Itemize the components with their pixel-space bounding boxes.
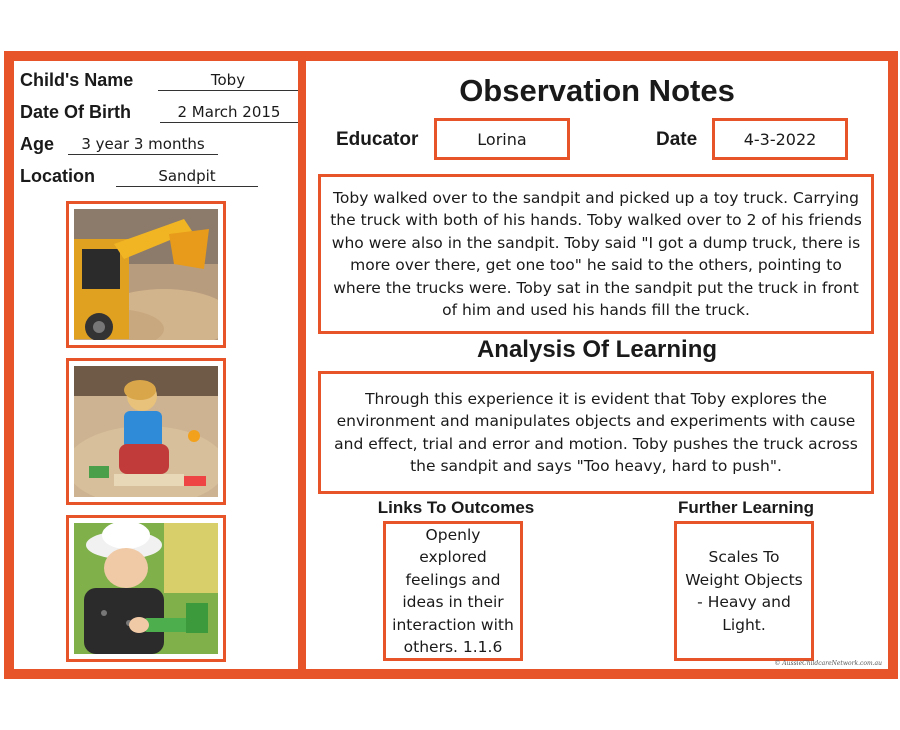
photo-frame-2 — [66, 358, 226, 505]
observation-text: Toby walked over to the sandpit and picked up a toy truck. Carrying the truck with both of his hands. Toby walked over to 2 of his friends who were also in the sandpit. Toby said "I got a dump truck, there is more over there, get one too" he said to the others, pointing to where the trucks were. Toby sat in the sandpit put the truck in front of him and used his hands fill the truck. — [318, 174, 874, 334]
age-label: Age — [20, 134, 55, 154]
child-name-value: Toby — [158, 70, 298, 91]
child-details-panel — [14, 61, 298, 669]
photo-frame-1 — [66, 201, 226, 348]
photo-child-with-hat — [74, 523, 218, 654]
analysis-text: Through this experience it is evident that Toby explores the environment and manipulates objects and experiments with cause and effect, trial and error and motion. Toby pushes the truck across the sandpit and says "Too heavy, hard to push". — [318, 371, 874, 494]
photo-child-in-sandpit — [74, 366, 218, 497]
educator-value: Lorina — [434, 118, 570, 160]
dob-label: Date Of Birth — [20, 102, 132, 122]
child-name-label: Child's Name — [20, 70, 134, 90]
photo-digger-toy — [74, 209, 218, 340]
further-learning-text: Scales To Weight Objects - Heavy and Light. — [674, 521, 814, 661]
outcomes-title: Links To Outcomes — [377, 498, 535, 517]
date-label: Date — [656, 129, 698, 150]
photo-frame-3 — [66, 515, 226, 662]
analysis-title: Analysis Of Learning — [476, 336, 718, 363]
location-value: Sandpit — [116, 166, 258, 187]
dob-value: 2 March 2015 — [160, 102, 298, 123]
outcomes-text: Openly explored feelings and ideas in their interaction with others. 1.1.6 — [383, 521, 523, 661]
educator-label: Educator — [336, 129, 419, 150]
date-value: 4-3-2022 — [712, 118, 848, 160]
age-value: 3 year 3 months — [68, 134, 218, 155]
worksheet-frame — [4, 51, 898, 679]
observation-panel — [306, 61, 888, 669]
further-learning-title: Further Learning — [677, 498, 814, 517]
copyright-text: © AussieChildcareNetwork.com.au — [774, 660, 882, 667]
page-title: Observation Notes — [459, 73, 735, 108]
location-label: Location — [20, 166, 95, 186]
